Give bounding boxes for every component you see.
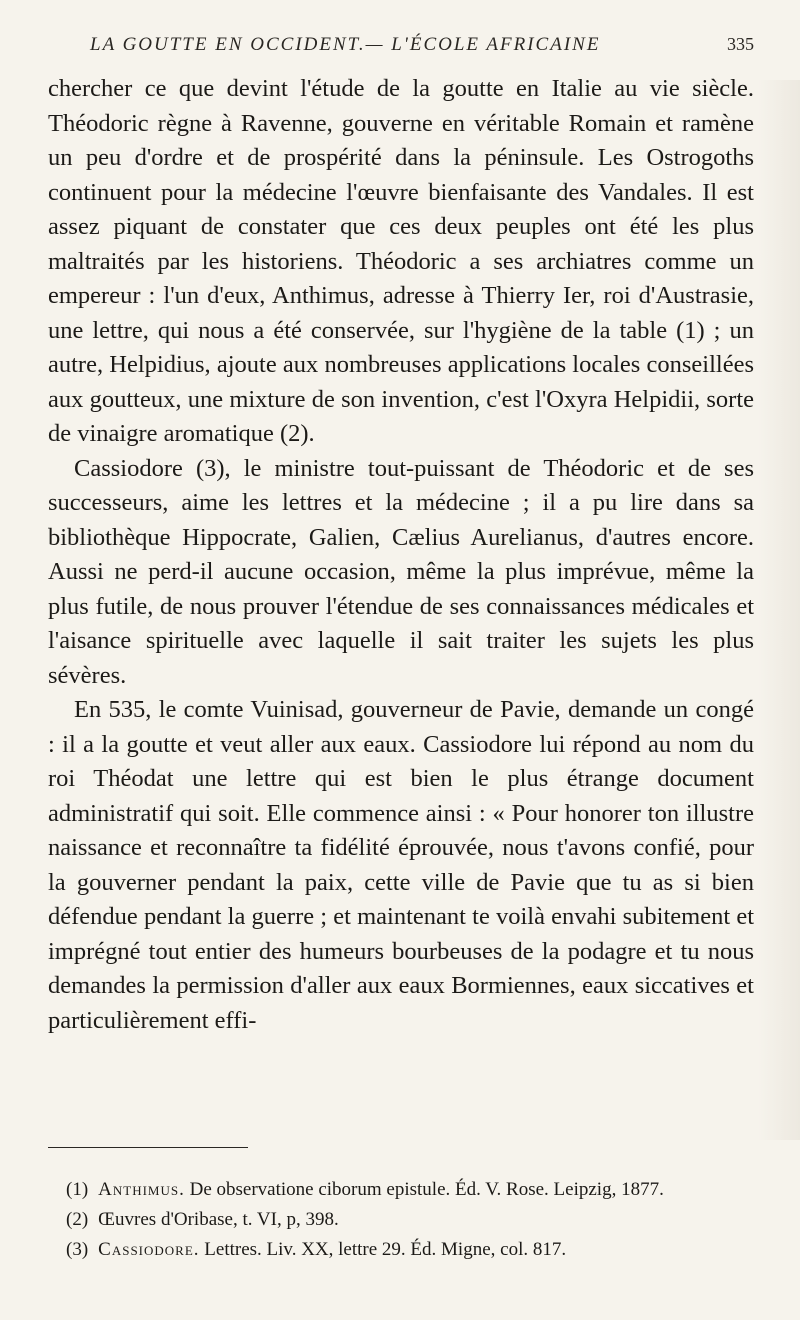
page-edge-shadow (758, 80, 800, 1140)
footnote-author: Cassiodore. (98, 1239, 200, 1260)
main-text (48, 72, 754, 1038)
running-header (48, 34, 770, 64)
footnote-author: Anthimus. (98, 1179, 185, 1200)
paragraph: Cassiodore (3), le ministre tout-puissant de Théodoric et de ses successeurs, aime les lettres et la médecine ; il a pu lire dans sa bibliothèque Hippocrate, Galien, Cælius Aurelianus, d'autres encore. Aussi ne perd-il aucune occasion, même la plus imprévue, même la plus futile, de nous prouver l'étendue de ses connaissances médicales et l'aisance spirituelle avec laquelle il sait traiter les sujets les plus sévères. (48, 454, 754, 689)
footnote-rule (48, 1147, 248, 1148)
footnote (48, 1205, 754, 1235)
footnote-text: Lettres. Liv. XX, lettre 29. Éd. Migne, col. 817. (204, 1239, 567, 1260)
running-title: LA GOUTTE EN OCCIDENT.— L'ÉCOLE AFRICAINE (90, 34, 601, 55)
footnote-number: (1) (66, 1179, 89, 1200)
paragraph: chercher ce que devint l'étude de la goutte en Italie au vie siècle. Théodoric règne à Ravenne, gouverne en véritable Romain et ramène un peu d'ordre et de prospérité dans la péninsule. Les Ostrogoths continuent pour la médecine l'œuvre bienfaisante des Vandales. Il est assez piquant de constater que ces deux peuples ont été les plus maltraités par les historiens. Théodoric a ses archiatres comme un empereur : l'un d'eux, Anthimus, adresse à Thierry Ier, roi d'Austrasie, une lettre, qui nous a été conservée, sur l'hygiène de la table (1) ; un autre, Helpidius, ajoute aux nombreuses applications locales conseillées aux goutteux, une mixture de son invention, c'est l'Oxyra Helpidii, sorte de vinaigre aromatique (2). (48, 75, 754, 447)
footnotes (48, 1175, 754, 1265)
footnote-text: De observatione ciborum epistule. Éd. V. Rose. Leipzig, 1877. (189, 1179, 664, 1200)
footnote-text: Œuvres d'Oribase, t. VI, p, 398. (98, 1209, 339, 1230)
footnote (48, 1235, 754, 1265)
footnote-number: (2) (66, 1209, 89, 1230)
page-number: 335 (727, 34, 754, 54)
footnote (48, 1175, 754, 1205)
footnote-number: (3) (66, 1239, 89, 1260)
paragraph: En 535, le comte Vuinisad, gouverneur de Pavie, demande un congé : il a la goutte et veut aller aux eaux. Cassiodore lui répond au nom du roi Théodat une lettre qui est bien le plus étrange document administratif qui soit. Elle commence ainsi : « Pour honorer ton illustre naissance et reconnaître ta fidélité éprouvée, nous t'avons confié, pour la gouverner pendant la paix, cette ville de Pavie que tu as si bien défendue pendant la guerre ; et maintenant te voilà envahi subitement et imprégné tout entier des humeurs bourbeuses de la podagre et tu nous demandes la permission d'aller aux eaux Bormiennes, eaux siccatives et particulièrement effi- (48, 696, 754, 1034)
